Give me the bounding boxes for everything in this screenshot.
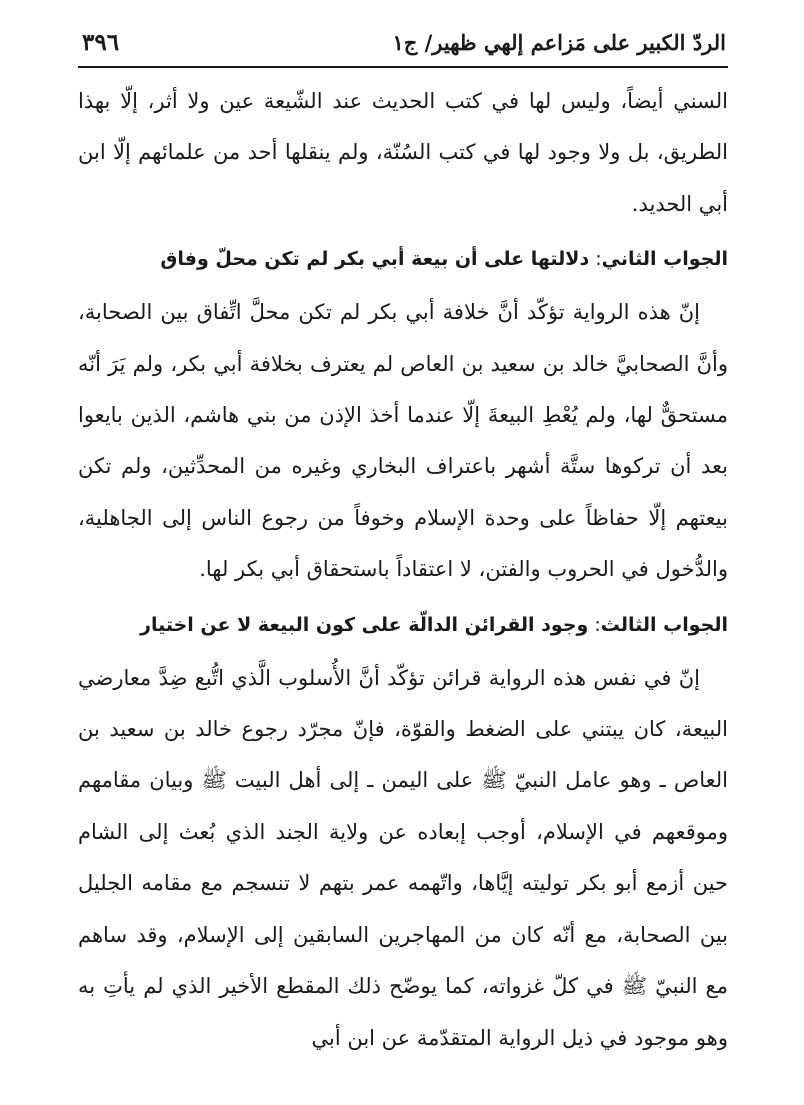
- paragraph-continuation: السني أيضاً، وليس لها في كتب الحديث عند الشّيعة عين ولا أثر، إلّا بهذا الطريق، بل ولا وجود لها في كتب السُنّة، ولم ينقلها أحد من علمائهم إلّا ابن أبي الحديد.: [78, 89, 728, 216]
- heading-label: الجواب الثالث: [600, 613, 728, 636]
- heading-separator: :: [595, 248, 602, 271]
- running-title: الردّ الكبير على مَزاعم إلهي ظهير/ ج١: [392, 30, 726, 55]
- heading-text: دلالتها على أن بيعة أبي بكر لم تكن محلّ وفاق: [160, 248, 590, 271]
- page-body: [78, 76, 728, 1064]
- book-page: [78, 26, 728, 1064]
- heading-text: وجود القرائن الدالّة على كون البيعة لا عن اختيار: [140, 613, 589, 636]
- paragraph-second-answer: إنّ هذه الرواية تؤكّد أنَّ خلافة أبي بكر لم تكن محلَّ اتِّفاق بين الصحابة، وأنَّ الصحابيَّ خالد بن سعيد بن العاص لم يعترف بخلافة أبي بكر، ولم يَرَ أنّه مستحقٌّ لها، ولم يُعْطِ البيعةَ إلّا عندما أخذ الإذن من بني هاشم، الذين بايعوا بعد أن تركوها ستَّة أشهر باعتراف البخاري وغيره من المحدِّثين، ولم تكن بيعتهم إلّا حفاظاً على وحدة الإسلام وخوفاً من رجوع الناس إلى الجاهلية، والدُّخول في الحروب والفتن، لا اعتقاداً باستحقاق أبي بكر لها.: [78, 300, 728, 582]
- heading-label: الجواب الثاني: [601, 248, 728, 271]
- page-number: ٣٩٦: [82, 29, 120, 56]
- section-heading-third-answer: [78, 603, 728, 647]
- paragraph-third-answer: إنّ في نفس هذه الرواية قرائن تؤكّد أنَّ الأُسلوب الَّذي اتُّبع ضِدَّ معارضي البيعة، كان يبتني على الضغط والقوّة، فإنّ مجرّد رجوع خالد بن سعيد بن العاص ـ وهو عامل النبيّ ﷺ على اليمن ـ إلى أهل البيت ﷺ وبيان مقامهم وموقعهم في الإسلام، أوجب إبعاده عن ولاية الجند الذي بُعث إلى الشام حين أزمع أبو بكر توليته إيَّاها، واتّهمه عمر بتهم لا تنسجم مع مقامه الجليل بين الصحابة، مع أنّه كان من المهاجرين السابقين إلى الإسلام، وقد ساهم مع النبيّ ﷺ في كلّ غزواته، كما يوضّح ذلك المقطع الأخير الذي لم يأتِ به وهو موجود في ذيل الرواية المتقدّمة عن ابن أبي: [78, 665, 728, 1050]
- heading-separator: :: [594, 613, 601, 636]
- page-header: [78, 26, 728, 68]
- section-heading-second-answer: [78, 237, 728, 281]
